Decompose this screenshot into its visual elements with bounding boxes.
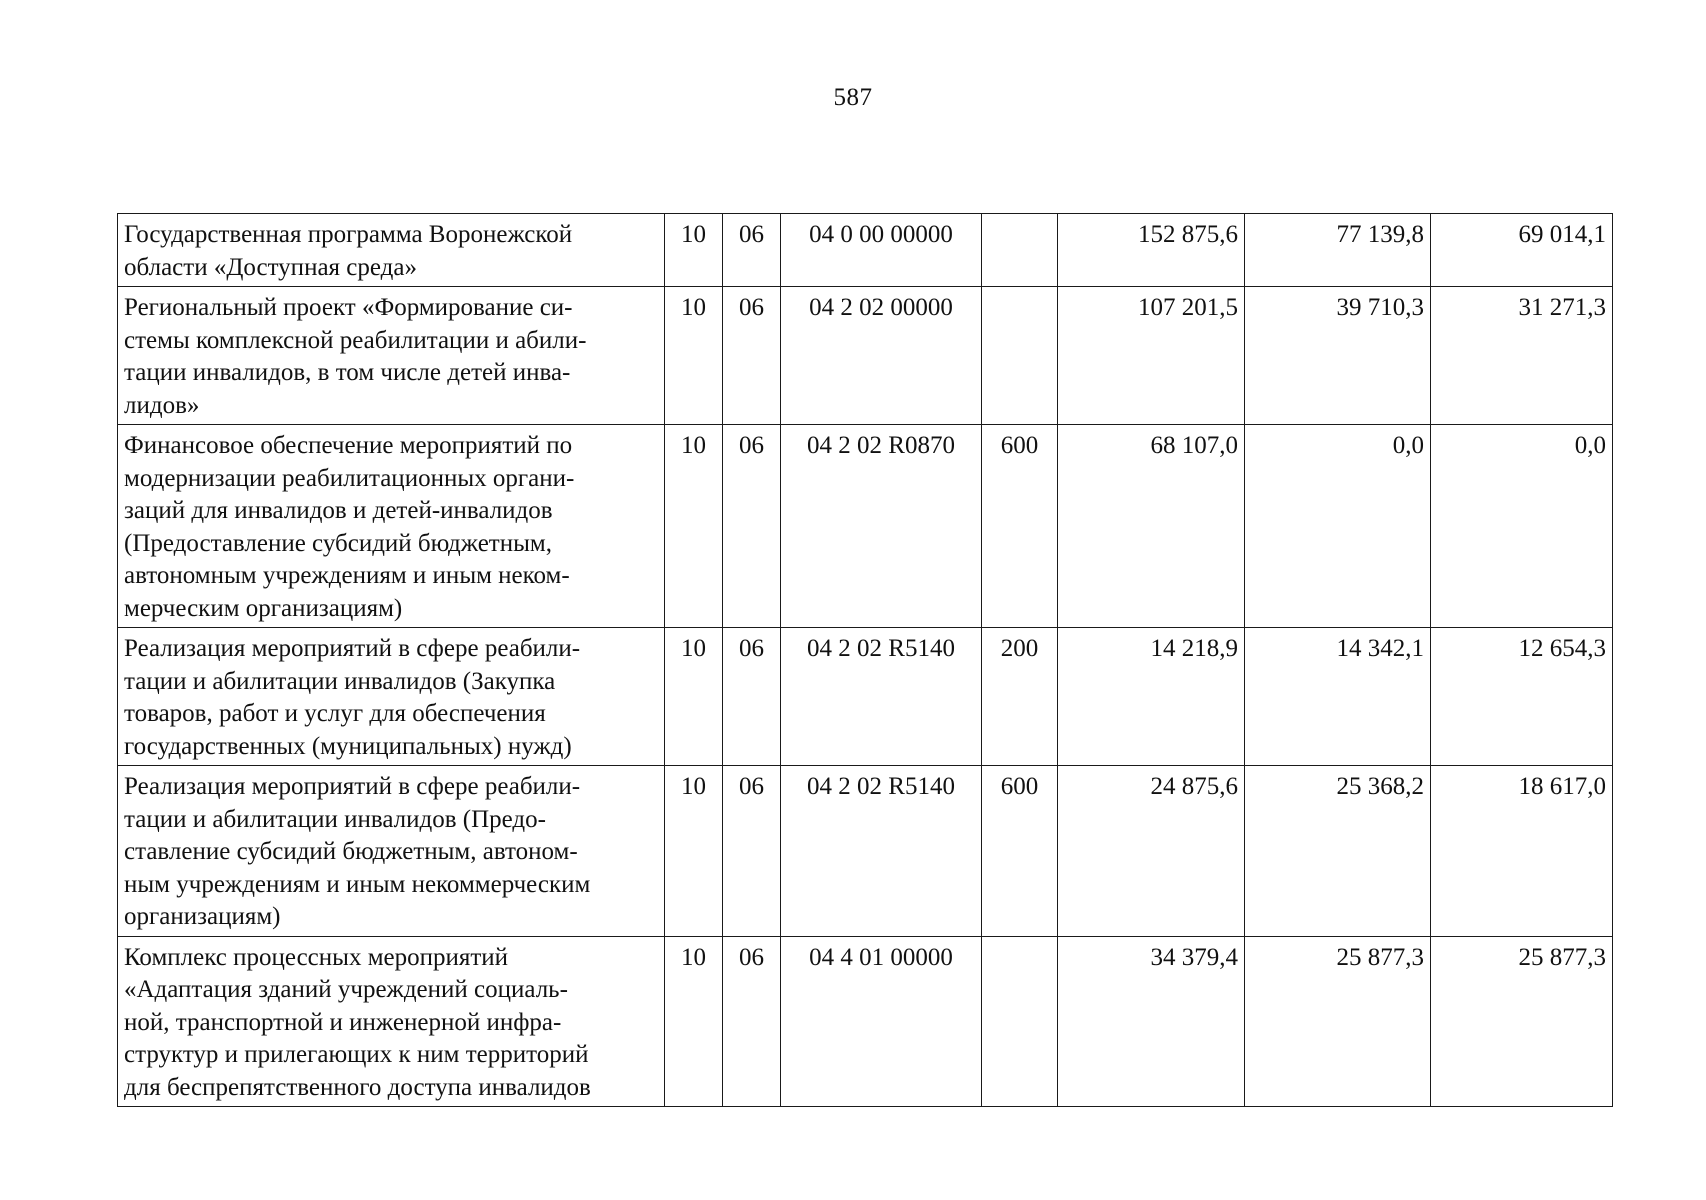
item-name-line: Комплекс процессных мероприятий [124, 943, 509, 971]
amount-year2-cell: 77 139,8 [1245, 214, 1431, 287]
target-article-cell: 04 2 02 R5140 [781, 628, 982, 766]
item-name-line: ставление субсидий бюджетным, автоном- [124, 838, 578, 865]
amount-year3-cell: 0,0 [1431, 425, 1613, 628]
amount-year3-cell: 18 617,0 [1431, 766, 1613, 937]
expense-type-cell [982, 287, 1058, 425]
item-name-line: (Предоставление субсидий бюджетным, [124, 529, 552, 557]
amount-year3-cell: 69 014,1 [1431, 214, 1613, 287]
item-name-line: ной, транспортной и инженерной инфра- [124, 1008, 562, 1036]
item-name-line: ным учреждениям и иным некоммерческим [124, 870, 591, 898]
amount-year1-cell: 34 379,4 [1058, 936, 1245, 1107]
subsection-code-cell: 06 [723, 628, 781, 766]
table-row [118, 936, 1613, 1107]
item-name-line: Региональный проект «Формирование си- [124, 294, 573, 321]
section-code-cell: 10 [665, 766, 723, 937]
amount-year2-cell: 25 877,3 [1245, 936, 1431, 1107]
section-code-cell: 10 [665, 287, 723, 425]
amount-year1-cell: 24 875,6 [1058, 766, 1245, 937]
item-name-line: Реализация мероприятий в сфере реабили- [124, 635, 581, 662]
table-row [118, 766, 1613, 937]
amount-year2-cell: 25 368,2 [1245, 766, 1431, 937]
item-name-line: Государственная программа Воронежской [124, 221, 573, 248]
section-code-cell: 10 [665, 425, 723, 628]
amount-year2-cell: 0,0 [1245, 425, 1431, 628]
item-name-line: тации инвалидов, в том числе детей инва- [124, 359, 571, 386]
table-row [118, 287, 1613, 425]
item-name-line: Реализация мероприятий в сфере реабили- [124, 773, 581, 800]
item-name-line: «Адаптация зданий учреждений социаль- [124, 976, 568, 1003]
item-name-line: лидов» [124, 391, 200, 419]
budget-table [117, 213, 1613, 1107]
item-name-cell [118, 936, 665, 1107]
expense-type-cell: 200 [982, 628, 1058, 766]
amount-year2-cell: 39 710,3 [1245, 287, 1431, 425]
target-article-cell: 04 0 00 00000 [781, 214, 982, 287]
item-name-cell [118, 425, 665, 628]
amount-year2-cell: 14 342,1 [1245, 628, 1431, 766]
subsection-code-cell: 06 [723, 936, 781, 1107]
section-code-cell: 10 [665, 936, 723, 1107]
page-number: 587 [833, 84, 873, 111]
target-article-cell: 04 2 02 R5140 [781, 766, 982, 937]
table-row [118, 214, 1613, 287]
section-code-cell: 10 [665, 628, 723, 766]
amount-year3-cell: 31 271,3 [1431, 287, 1613, 425]
table-row [118, 628, 1613, 766]
item-name-cell [118, 766, 665, 937]
expense-type-cell: 600 [982, 766, 1058, 937]
item-name-cell [118, 287, 665, 425]
amount-year3-cell: 12 654,3 [1431, 628, 1613, 766]
table-body [118, 214, 1613, 1107]
item-name-line: области «Доступная среда» [124, 253, 417, 281]
target-article-cell: 04 4 01 00000 [781, 936, 982, 1107]
amount-year3-cell: 25 877,3 [1431, 936, 1613, 1107]
target-article-cell: 04 2 02 00000 [781, 287, 982, 425]
expense-type-cell [982, 214, 1058, 287]
subsection-code-cell: 06 [723, 287, 781, 425]
expense-type-cell [982, 936, 1058, 1107]
item-name-line: Финансовое обеспечение мероприятий по [124, 432, 573, 459]
item-name-line: автономным учреждениям и иным неком- [124, 562, 570, 589]
item-name-line: государственных (муниципальных) нужд) [124, 732, 572, 760]
item-name-line: модернизации реабилитационных органи- [124, 464, 575, 492]
item-name-cell [118, 628, 665, 766]
target-article-cell: 04 2 02 R0870 [781, 425, 982, 628]
item-name-line: организациям) [124, 903, 281, 930]
amount-year1-cell: 107 201,5 [1058, 287, 1245, 425]
subsection-code-cell: 06 [723, 766, 781, 937]
expense-type-cell: 600 [982, 425, 1058, 628]
subsection-code-cell: 06 [723, 425, 781, 628]
item-name-line: мерческим организациям) [124, 594, 403, 622]
item-name-line: стемы комплексной реабилитации и абили- [124, 326, 587, 354]
subsection-code-cell: 06 [723, 214, 781, 287]
item-name-line: для беспрепятственного доступа инвалидов [124, 1073, 591, 1101]
section-code-cell: 10 [665, 214, 723, 287]
table-row [118, 425, 1613, 628]
item-name-line: тации и абилитации инвалидов (Предо- [124, 805, 546, 833]
item-name-line: структур и прилегающих к ним территорий [124, 1041, 589, 1068]
amount-year1-cell: 152 875,6 [1058, 214, 1245, 287]
item-name-line: товаров, работ и услуг для обеспечения [124, 700, 546, 727]
amount-year1-cell: 14 218,9 [1058, 628, 1245, 766]
item-name-cell [118, 214, 665, 287]
item-name-line: тации и абилитации инвалидов (Закупка [124, 667, 556, 695]
amount-year1-cell: 68 107,0 [1058, 425, 1245, 628]
item-name-line: заций для инвалидов и детей-инвалидов [124, 497, 553, 524]
